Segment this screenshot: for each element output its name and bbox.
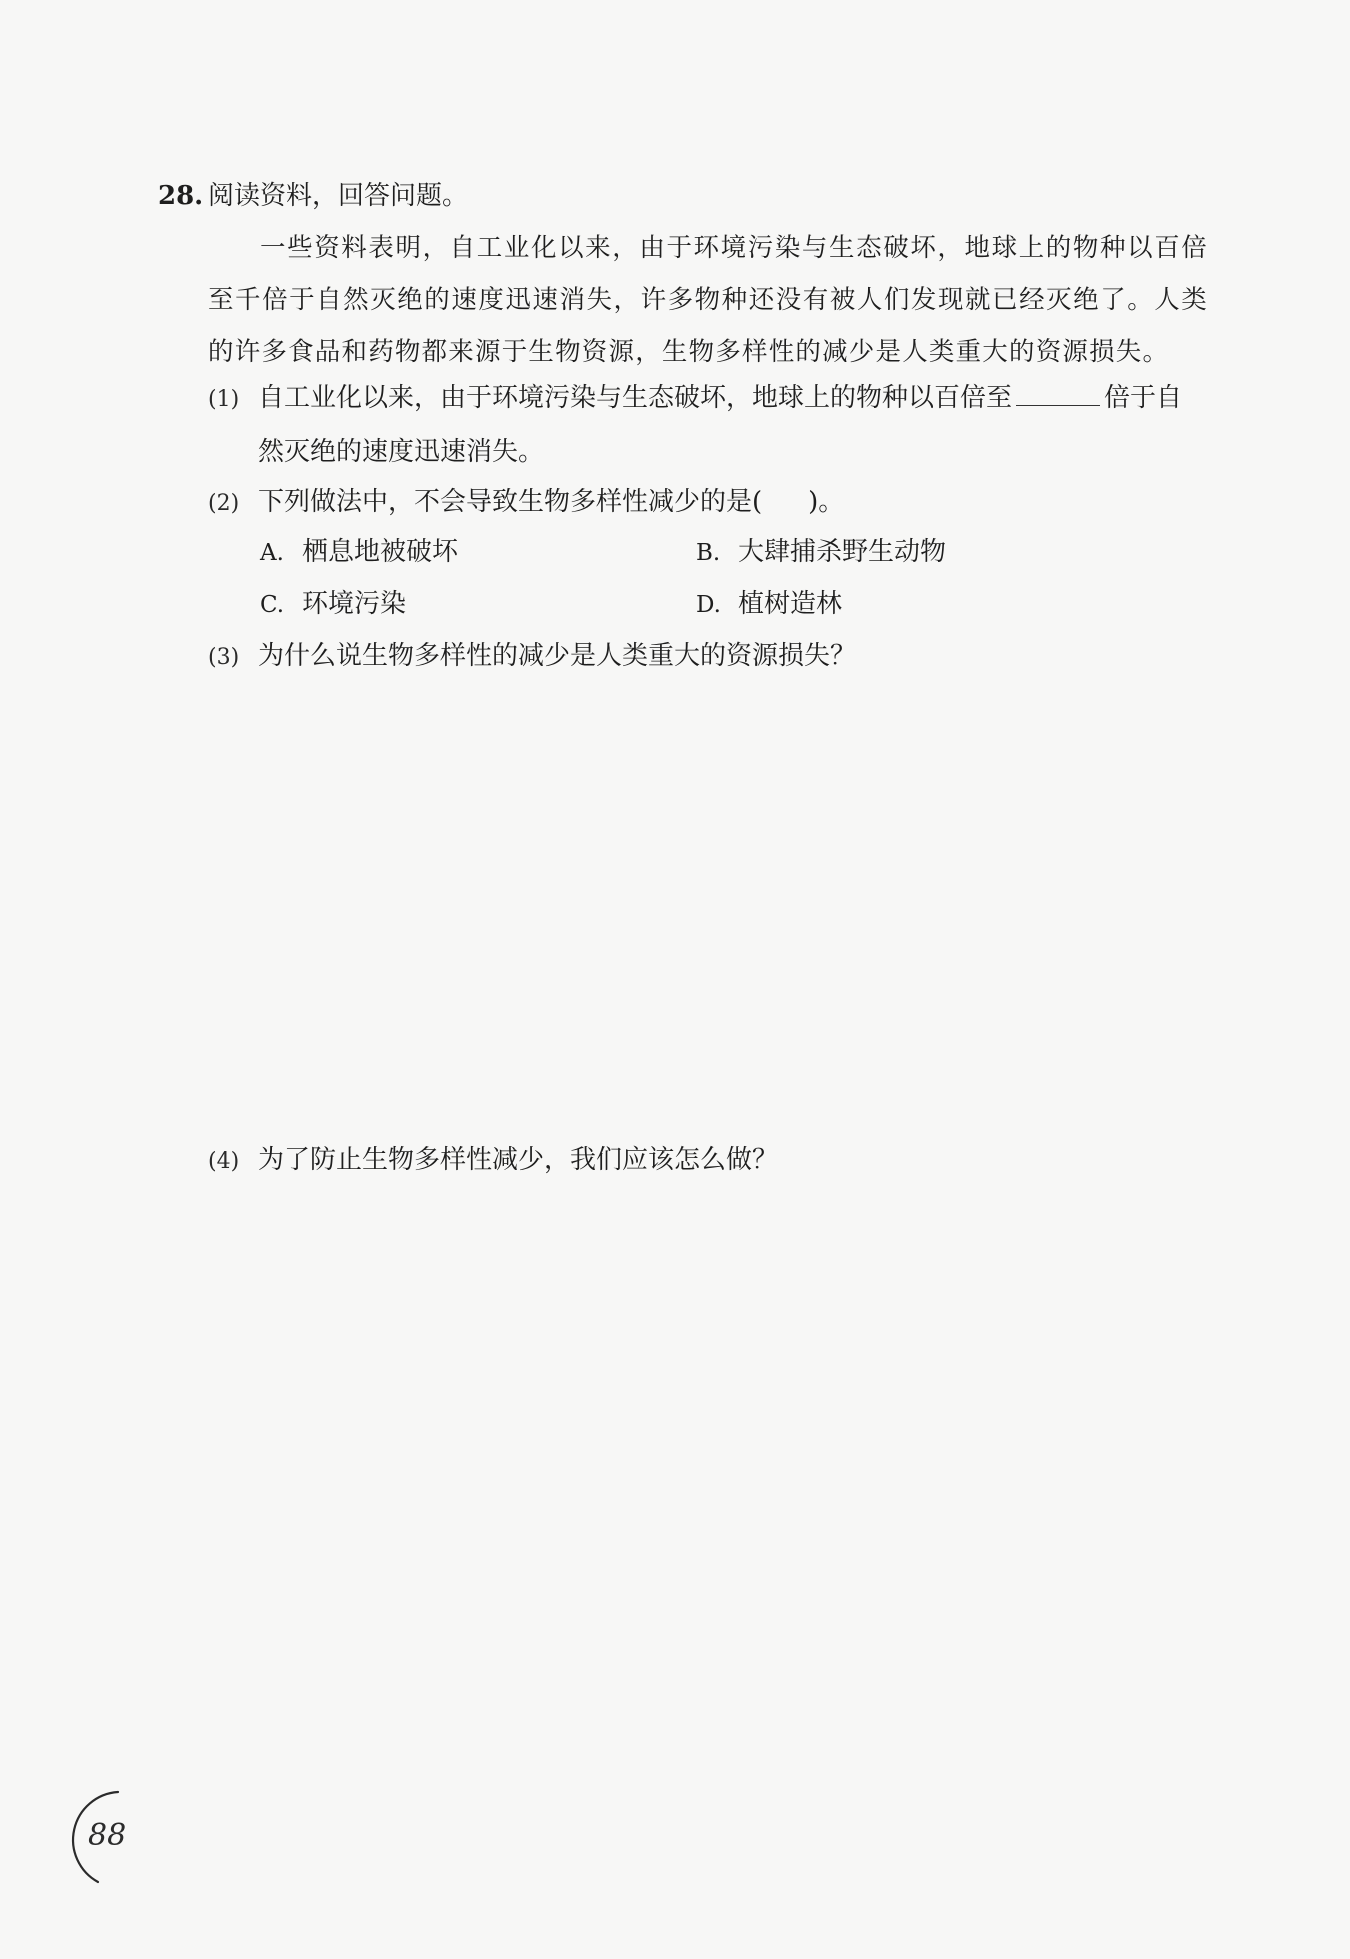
option-a-letter: A. [260, 540, 284, 566]
sub-question-3-number: (3) [208, 645, 240, 670]
sub-question-3 [208, 630, 856, 684]
page-number: 88 [88, 1818, 127, 1853]
sub-question-2-number: (2) [208, 491, 240, 516]
sub-question-1-text-before: 自工业化以来，由于环境污染与生态破坏，地球上的物种以百倍至 [258, 383, 1013, 413]
sub-question-2-text-after: )。 [808, 487, 845, 517]
reading-passage: 一些资料表明，自工业化以来，由于环境污染与生态破坏，地球上的物种以百倍至千倍于自然灭绝的速度迅速消失，许多物种还没有被人们发现就已经灭绝了。人类的许多食品和药物都来源于生物资源，生物多样性的减少是人类重大的资源损失。 [208, 233, 1208, 367]
option-d[interactable] [696, 580, 842, 629]
sub-question-2-text-before: 下列做法中，不会导致生物多样性减少的是( [258, 487, 763, 517]
fill-in-blank[interactable] [1016, 373, 1100, 406]
sub-question-1-number: (1) [208, 387, 240, 412]
option-c-letter: C. [260, 592, 285, 618]
option-b-letter: B. [696, 540, 721, 566]
sub-question-1-text-line2: 然灭绝的速度迅速消失。 [258, 437, 545, 467]
option-c[interactable] [260, 580, 406, 629]
sub-question-2 [208, 476, 844, 530]
option-b[interactable] [696, 528, 946, 577]
sub-question-1-text-after: 倍于自 [1104, 383, 1183, 413]
option-a[interactable] [260, 528, 458, 577]
option-a-text: 栖息地被破坏 [302, 537, 459, 567]
page-number-badge [60, 1786, 170, 1896]
option-d-text: 植树造林 [738, 589, 843, 619]
sub-question-4 [208, 1134, 778, 1188]
question-title: 阅读资料，回答问题。 [208, 181, 469, 211]
question-number: 28. [158, 181, 204, 211]
option-d-letter: D. [696, 592, 721, 618]
option-c-text: 环境污染 [302, 589, 407, 619]
sub-question-4-number: (4) [208, 1149, 240, 1174]
option-b-text: 大肆捕杀野生动物 [738, 537, 947, 567]
sub-question-4-text: 为了防止生物多样性减少，我们应该怎么做？ [258, 1145, 779, 1175]
sub-question-3-text: 为什么说生物多样性的减少是人类重大的资源损失？ [258, 641, 857, 671]
sub-question-1 [208, 372, 1218, 478]
